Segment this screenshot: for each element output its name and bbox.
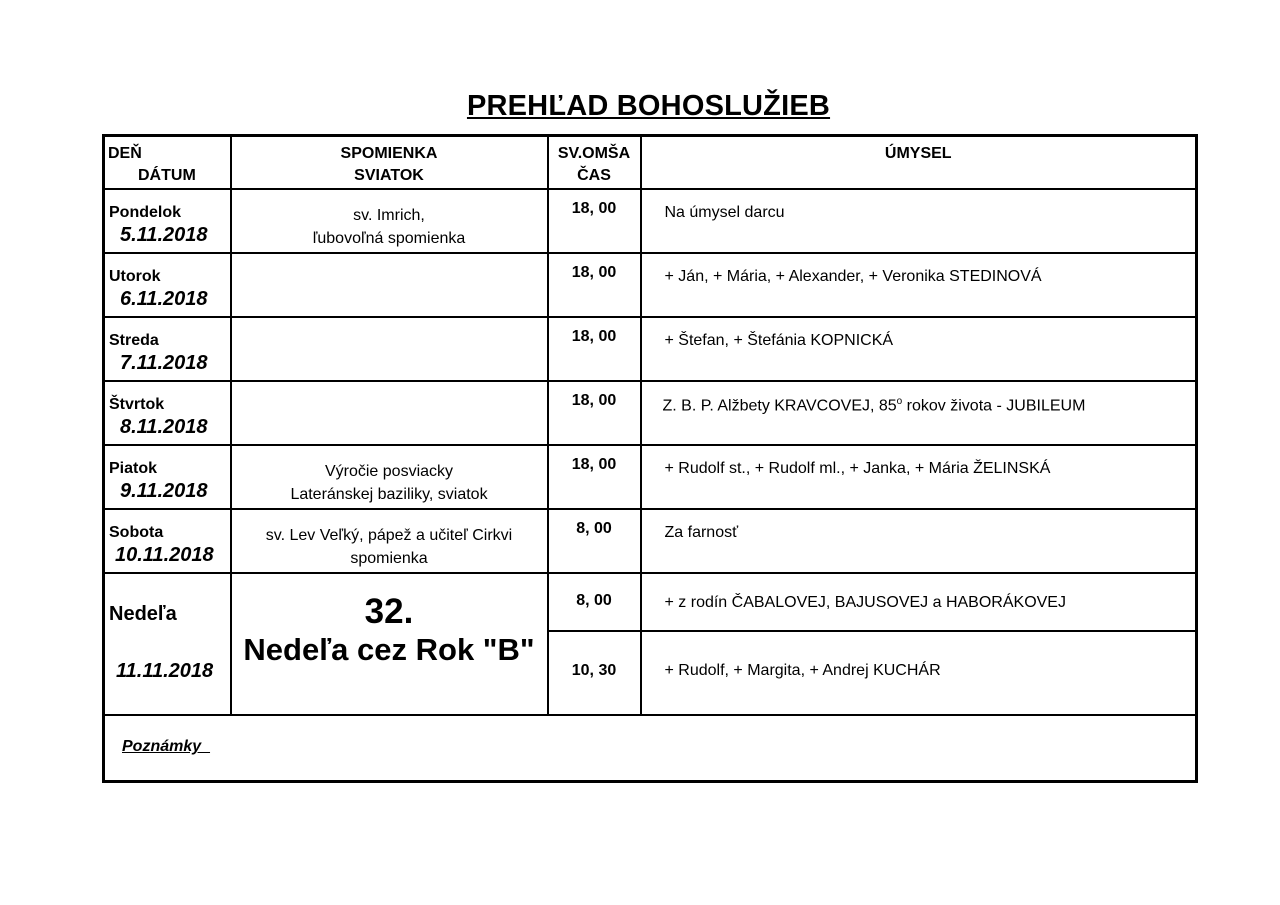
day-date: 5.11.2018	[120, 223, 208, 246]
day-cell	[104, 509, 231, 573]
day-cell	[104, 381, 231, 445]
notes-row	[104, 715, 1197, 781]
intention: + Rudolf, + Margita, + Andrej KUCHÁR	[641, 631, 1197, 715]
mass-time: 10, 30	[548, 631, 641, 715]
header-mass-time	[548, 136, 641, 189]
day-name: Piatok	[109, 459, 158, 477]
header-intention-label: ÚMYSEL	[884, 145, 952, 162]
mass-time: 18, 00	[548, 253, 641, 317]
table-row	[104, 445, 1197, 509]
intention: Za farnosť	[641, 509, 1197, 573]
header-day-date	[104, 136, 231, 189]
header-date: DÁTUM	[138, 167, 196, 184]
mass-time: 18, 00	[548, 317, 641, 381]
intention: + Rudolf st., + Rudolf ml., + Janka, + Mária ŽELINSKÁ	[641, 445, 1197, 509]
memorial-line2: ľubovoľná spomienka	[312, 229, 466, 247]
memorial-line1: sv. Lev Veľký, pápež a učiteľ Cirkvi	[265, 527, 513, 545]
day-date: 6.11.2018	[120, 287, 208, 310]
header-memorial	[231, 136, 548, 189]
day-cell	[104, 253, 231, 317]
mass-time: 8, 00	[548, 573, 641, 631]
sunday-name: Nedeľa cez Rok "B"	[243, 632, 535, 668]
header-row	[104, 136, 1197, 189]
mass-time: 8, 00	[548, 509, 641, 573]
day-date: 11.11.2018	[116, 660, 214, 683]
notes-label: Poznámky	[104, 715, 1197, 781]
day-name: Sobota	[109, 524, 164, 542]
day-name: Pondelok	[109, 203, 182, 221]
memorial-line1: Výročie posviacky	[324, 462, 454, 480]
day-date: 9.11.2018	[120, 479, 208, 502]
day-date: 10.11.2018	[115, 544, 214, 567]
day-date: 7.11.2018	[120, 351, 208, 374]
header-intention	[641, 136, 1197, 189]
header-mass: SV.OMŠA	[557, 145, 631, 162]
table-row-sunday	[104, 573, 1197, 631]
intention-text: Z. B. P. Alžbety KRAVCOVEJ, 85	[662, 397, 897, 415]
header-time: ČAS	[577, 167, 611, 184]
memorial-line2: spomienka	[350, 550, 428, 568]
day-cell	[104, 573, 231, 715]
memorial-line2: Lateránskej baziliky, sviatok	[290, 485, 488, 503]
sunday-feast-cell	[231, 573, 548, 715]
memorial-cell	[231, 189, 548, 253]
memorial-cell	[231, 317, 548, 381]
intention: + z rodín ČABALOVEJ, BAJUSOVEJ a HABORÁKOVEJ	[641, 573, 1197, 631]
mass-time: 18, 00	[548, 189, 641, 253]
intention: + Štefan, + Štefánia KOPNICKÁ	[641, 317, 1197, 381]
day-name: Utorok	[109, 267, 161, 285]
day-name: Štvrtok	[109, 395, 165, 413]
header-memorial-line1: SPOMIENKA	[340, 145, 438, 162]
memorial-cell	[231, 253, 548, 317]
table-row	[104, 509, 1197, 573]
intention	[641, 381, 1197, 445]
day-cell	[104, 317, 231, 381]
memorial-line1: sv. Imrich,	[353, 206, 425, 224]
table-row	[104, 253, 1197, 317]
day-date: 8.11.2018	[120, 415, 208, 438]
header-memorial-line2: SVIATOK	[354, 167, 424, 184]
table-row	[104, 381, 1197, 445]
memorial-cell	[231, 445, 548, 509]
day-cell	[104, 445, 231, 509]
day-name: Nedeľa	[109, 603, 177, 626]
degree-superscript: o	[896, 395, 903, 407]
page-title: PREHĽAD BOHOSLUŽIEB	[466, 90, 831, 122]
header-day: DEŇ	[108, 145, 142, 162]
mass-schedule-table	[102, 134, 1198, 783]
mass-time: 18, 00	[548, 381, 641, 445]
table-row	[104, 317, 1197, 381]
day-cell	[104, 189, 231, 253]
memorial-cell	[231, 509, 548, 573]
table-row	[104, 189, 1197, 253]
intention-text-end: rokov života - JUBILEUM	[902, 397, 1086, 415]
day-name: Streda	[109, 331, 159, 349]
memorial-cell	[231, 381, 548, 445]
sunday-number: 32.	[364, 592, 414, 632]
intention: + Ján, + Mária, + Alexander, + Veronika STEDINOVÁ	[641, 253, 1197, 317]
mass-time: 18, 00	[548, 445, 641, 509]
intention: Na úmysel darcu	[641, 189, 1197, 253]
